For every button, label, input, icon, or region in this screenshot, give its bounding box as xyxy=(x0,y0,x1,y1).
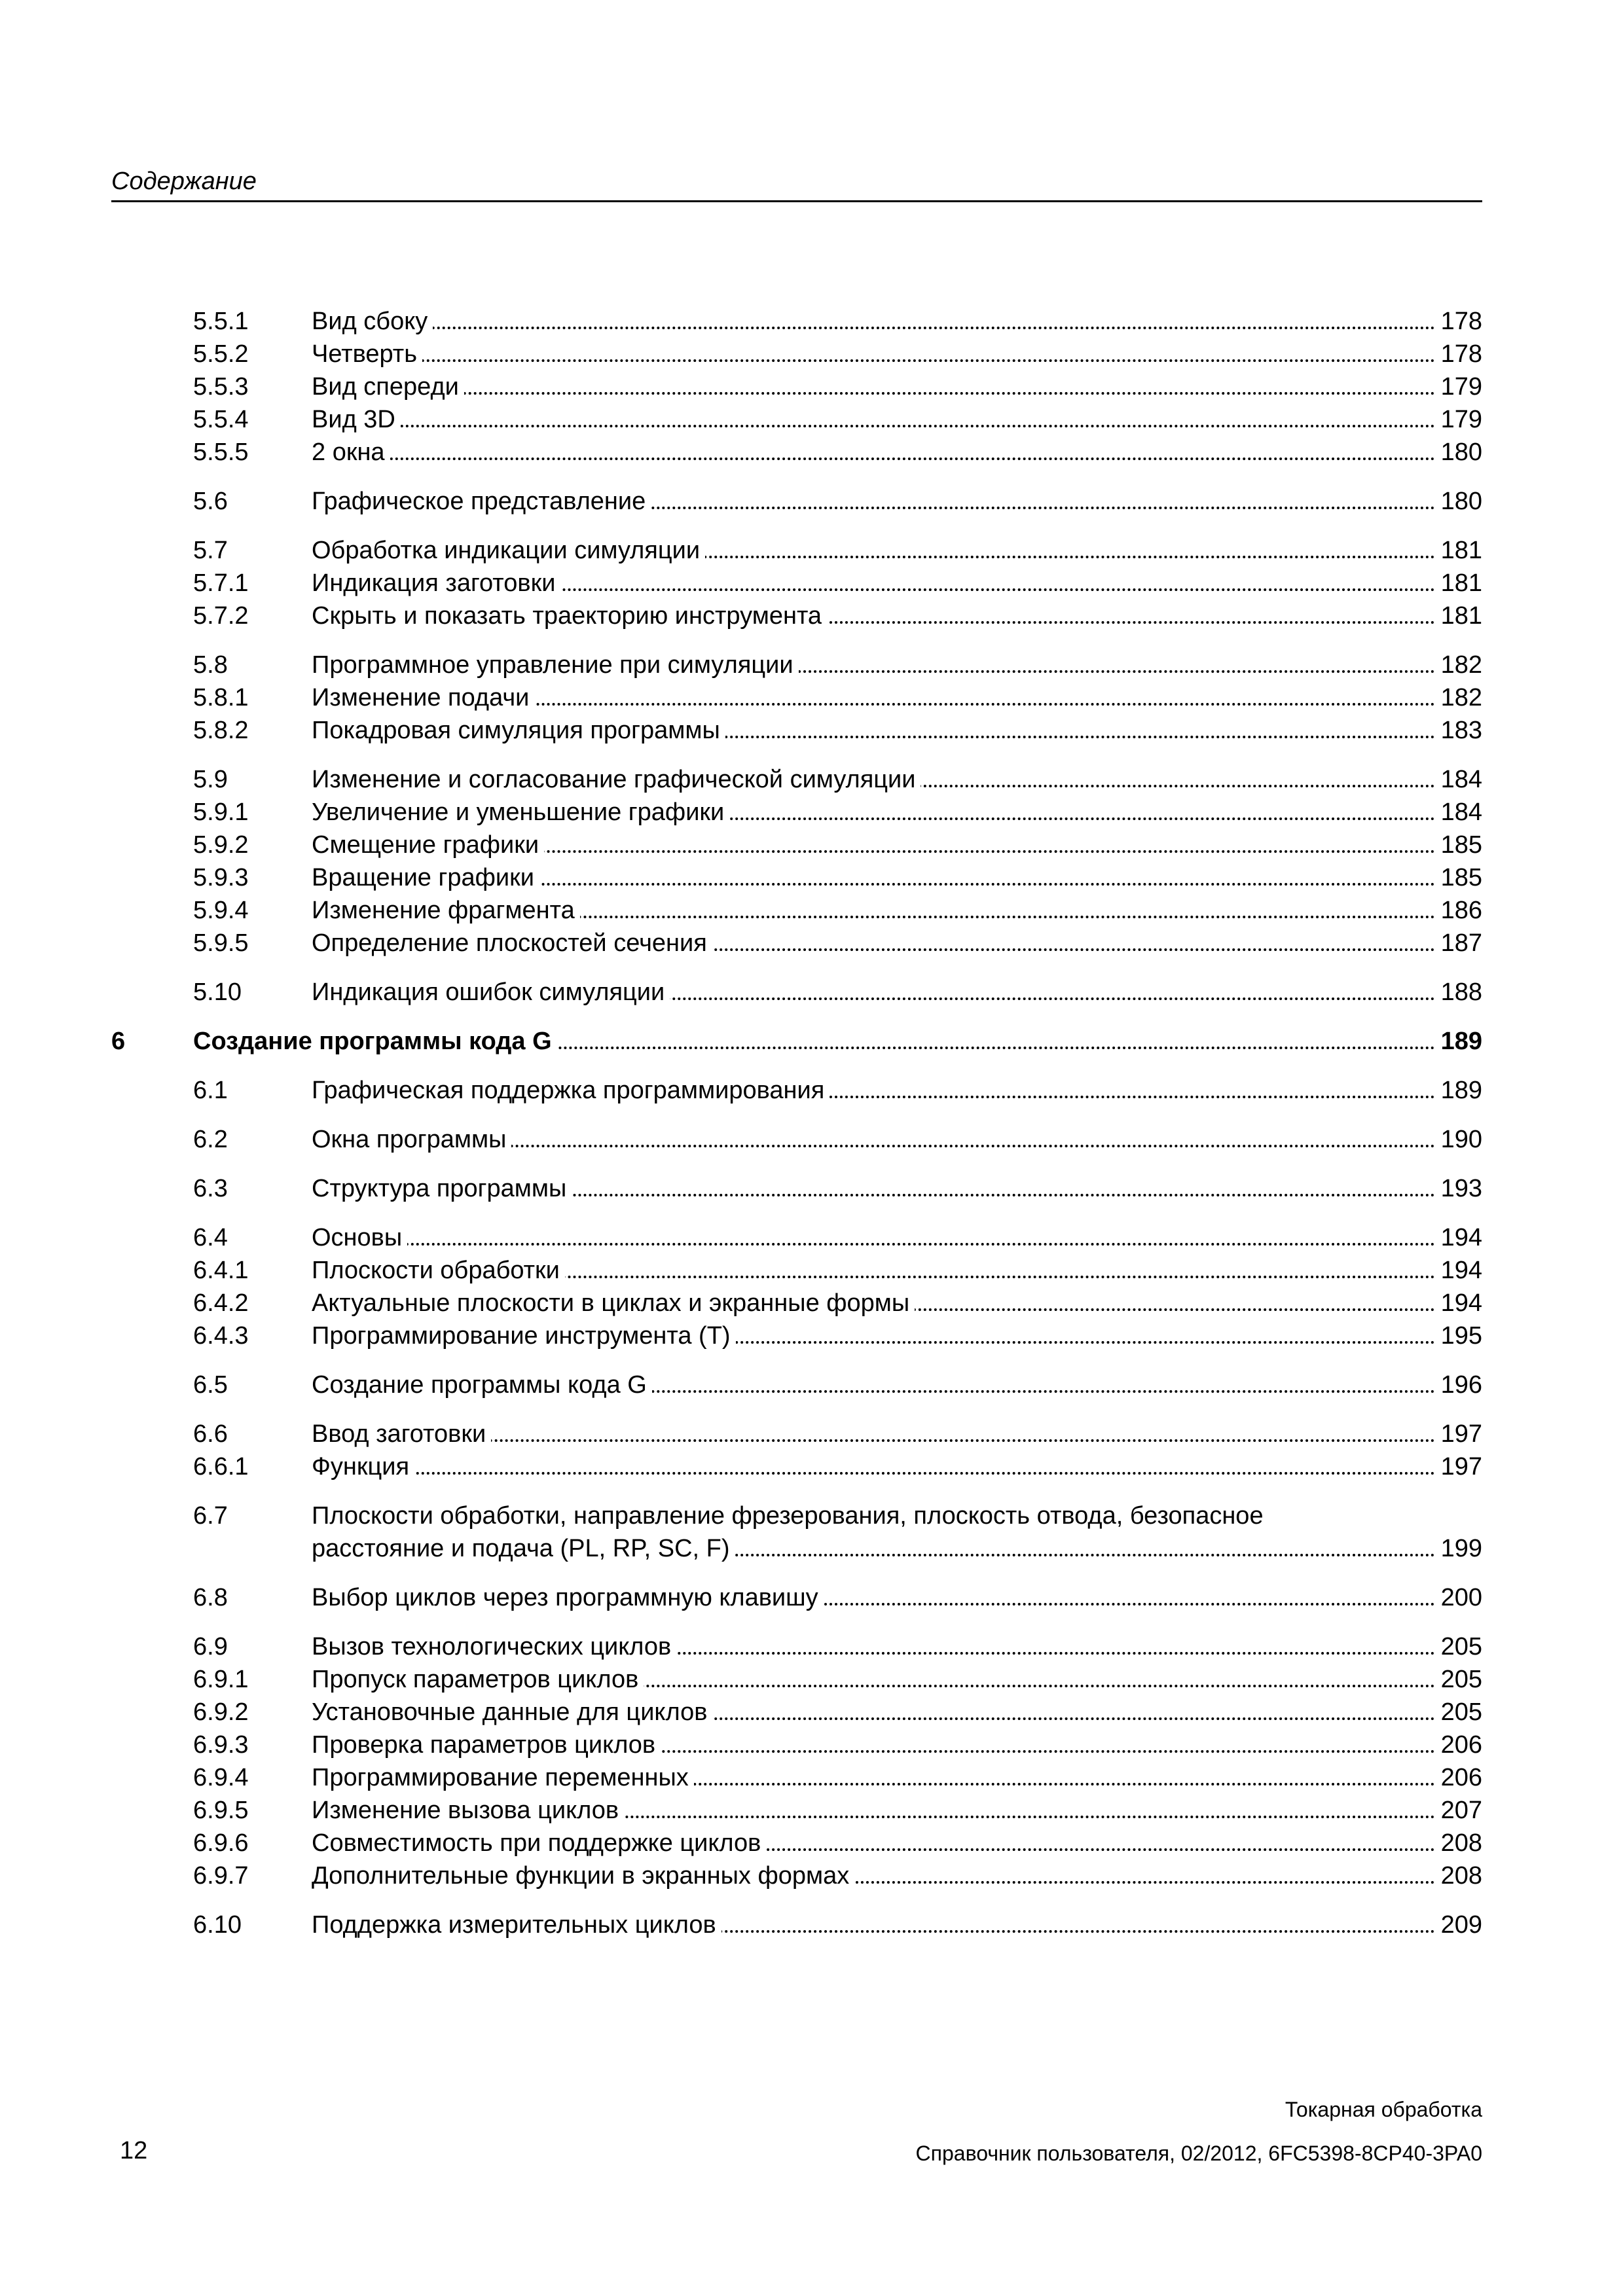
toc-entry-line xyxy=(312,485,1482,518)
toc-entry-page: 189 xyxy=(1434,1025,1482,1058)
toc-entry-title: Выбор циклов через программную клавишу xyxy=(312,1584,824,1611)
toc-entry-page: 186 xyxy=(1434,894,1482,927)
toc-entry-page: 194 xyxy=(1434,1221,1482,1254)
toc-entry xyxy=(111,1859,1482,1892)
toc-entry xyxy=(111,1254,1482,1287)
toc-group xyxy=(111,305,1482,469)
toc-entry-number: 5.9.4 xyxy=(193,897,249,924)
toc-entry-page: 179 xyxy=(1434,370,1482,403)
toc-entry-title: Графическое представление xyxy=(312,488,651,515)
toc-entry-line xyxy=(312,403,1482,436)
toc-entry-number: 5.5.3 xyxy=(193,373,249,401)
toc-entry-page: 205 xyxy=(1434,1663,1482,1696)
toc-entry-number: 6.1 xyxy=(193,1077,228,1104)
toc-entry-title: Дополнительные функции в экранных формах xyxy=(312,1862,854,1890)
toc-entry-title: Основы xyxy=(312,1224,407,1251)
toc-entry-title: Изменение и согласование графической симуляции xyxy=(312,766,921,793)
toc-entry-page: 184 xyxy=(1434,763,1482,796)
toc-entry-page: 180 xyxy=(1434,436,1482,469)
toc-entry-number: 5.9 xyxy=(193,766,228,793)
toc-entry-line xyxy=(312,1499,1482,1532)
toc-entry-page: 208 xyxy=(1434,1827,1482,1859)
toc-entry-page: 197 xyxy=(1434,1418,1482,1450)
toc-entry-number: 5.8.1 xyxy=(193,684,249,711)
toc-entry-title: Определение плоскостей сечения xyxy=(312,929,712,957)
toc-entry-title: Вызов технологических циклов xyxy=(312,1633,676,1660)
toc-entry-title: Индикация заготовки xyxy=(312,569,560,597)
toc-entry-number: 6.9 xyxy=(193,1633,228,1660)
toc-entry-line xyxy=(312,1859,1482,1892)
toc-entry-page: 209 xyxy=(1434,1909,1482,1941)
toc-entry-title: Вид 3D xyxy=(312,406,401,433)
toc-entry xyxy=(111,1909,1482,1941)
toc-dot-leader xyxy=(312,1472,1482,1475)
toc-entry-title: Программирование переменных xyxy=(312,1764,694,1791)
toc-entry-line xyxy=(312,1729,1482,1761)
toc-entry-number: 6.6 xyxy=(193,1420,228,1448)
toc-entry-page: 205 xyxy=(1434,1630,1482,1663)
toc-entry-title: Вращение графики xyxy=(312,864,539,891)
toc-entry-line xyxy=(312,1369,1482,1401)
toc-entry-page: 194 xyxy=(1434,1287,1482,1319)
toc-entry-number: 5.9.2 xyxy=(193,831,249,859)
toc-dot-leader xyxy=(312,392,1482,395)
toc-entry-page: 193 xyxy=(1434,1172,1482,1205)
toc-entry-line xyxy=(312,894,1482,927)
toc-group xyxy=(111,763,1482,960)
toc-entry-page: 185 xyxy=(1434,861,1482,894)
toc-group xyxy=(111,1123,1482,1156)
toc-entry-number: 5.9.3 xyxy=(193,864,249,891)
toc-entry-line xyxy=(312,796,1482,829)
footer-manual-info: Справочник пользователя, 02/2012, 6FC5398-8CP40-3PA0 xyxy=(915,2142,1482,2165)
toc-entry-number: 6 xyxy=(111,1028,126,1055)
toc-entry xyxy=(111,976,1482,1009)
toc-entry xyxy=(111,894,1482,927)
toc-entry-line xyxy=(312,1172,1482,1205)
toc-entry-number: 5.9.1 xyxy=(193,798,249,826)
toc-entry-number: 5.7.2 xyxy=(193,602,249,630)
toc-entry-title: Плоскости обработки xyxy=(312,1257,565,1284)
toc-entry-title: Окна программы xyxy=(312,1126,511,1153)
toc-entry-number: 5.5.1 xyxy=(193,308,249,335)
toc-entry-title: Программное управление при симуляции xyxy=(312,651,799,679)
toc-dot-leader xyxy=(312,1243,1482,1246)
toc-group xyxy=(111,485,1482,518)
toc-entry-title: Установочные данные для циклов xyxy=(312,1698,712,1726)
toc-entry-page: 187 xyxy=(1434,927,1482,960)
toc-entry-title: Ввод заготовки xyxy=(312,1420,491,1448)
running-header xyxy=(111,165,1482,198)
toc-entry-page: 178 xyxy=(1434,305,1482,338)
toc-dot-leader xyxy=(312,425,1482,427)
header-title: Содержание xyxy=(111,168,257,195)
toc-entry-page: 178 xyxy=(1434,338,1482,370)
toc-entry xyxy=(111,1319,1482,1352)
toc-entry-title: Четверть xyxy=(312,340,422,368)
toc-entry-page: 200 xyxy=(1434,1581,1482,1614)
toc-entry-page: 182 xyxy=(1434,681,1482,714)
toc-group xyxy=(111,1581,1482,1614)
toc-entry xyxy=(111,1581,1482,1614)
toc-entry xyxy=(111,338,1482,370)
toc-entry-page: 196 xyxy=(1434,1369,1482,1401)
toc-entry-title: Изменение вызова циклов xyxy=(312,1797,624,1824)
toc-entry-line xyxy=(312,1418,1482,1450)
toc-entry-line xyxy=(312,567,1482,600)
toc-entry xyxy=(111,403,1482,436)
toc-entry xyxy=(111,829,1482,861)
toc-entry-line xyxy=(312,436,1482,469)
toc-entry-page: 179 xyxy=(1434,403,1482,436)
toc-entry-number: 5.5.2 xyxy=(193,340,249,368)
toc-entry xyxy=(111,1827,1482,1859)
toc-entry xyxy=(111,649,1482,681)
toc-entry-line xyxy=(312,1254,1482,1287)
toc-entry-title: Вид спереди xyxy=(312,373,464,401)
toc-entry-number: 6.3 xyxy=(193,1175,228,1202)
toc-entry xyxy=(111,1221,1482,1254)
toc-entry xyxy=(111,763,1482,796)
toc-entry-number: 5.5.5 xyxy=(193,439,249,466)
footer-manual-title: Токарная обработка xyxy=(1285,2098,1482,2121)
toc-dot-leader xyxy=(312,327,1482,329)
toc-entry-line xyxy=(312,1630,1482,1663)
toc-entry-line xyxy=(312,714,1482,747)
toc-group xyxy=(111,1630,1482,1892)
toc-entry xyxy=(111,1450,1482,1483)
toc-entry-number: 5.5.4 xyxy=(193,406,249,433)
toc-dot-leader xyxy=(312,359,1482,362)
toc-entry-title: Скрыть и показать траекторию инструмента xyxy=(312,602,827,630)
toc-group xyxy=(111,1074,1482,1107)
toc-entry xyxy=(111,796,1482,829)
toc-entry-page: 206 xyxy=(1434,1761,1482,1794)
toc-entry-page: 190 xyxy=(1434,1123,1482,1156)
toc-entry xyxy=(111,600,1482,632)
toc-group xyxy=(111,1025,1482,1058)
toc-group xyxy=(111,1499,1482,1565)
toc-entry-page: 181 xyxy=(1434,534,1482,567)
toc-entry-title: Обработка индикации симуляции xyxy=(312,537,705,564)
toc-entry-number: 6.9.1 xyxy=(193,1666,249,1693)
toc-entry-line xyxy=(312,927,1482,960)
toc-entry xyxy=(111,485,1482,518)
toc-entry xyxy=(111,436,1482,469)
toc-entry-title: Изменение фрагмента xyxy=(312,897,580,924)
toc-entry-title: Плоскости обработки, направление фрезерования, плоскость отвода, безопасное xyxy=(312,1502,1269,1530)
toc-entry-number: 6.7 xyxy=(193,1502,228,1530)
toc-entry-line xyxy=(312,338,1482,370)
toc-entry-number: 5.6 xyxy=(193,488,228,515)
page-number: 12 xyxy=(120,2137,148,2164)
header-rule xyxy=(111,200,1482,202)
toc-entry-title: Программирование инструмента (T) xyxy=(312,1322,736,1350)
toc-entry-line xyxy=(312,1794,1482,1827)
toc-entry-title: Индикация ошибок симуляции xyxy=(312,978,670,1006)
toc-entry-title: Функция xyxy=(312,1453,414,1480)
toc-entry xyxy=(111,861,1482,894)
toc-entry-line xyxy=(312,1221,1482,1254)
toc-group xyxy=(111,1369,1482,1401)
toc-entry-line xyxy=(312,534,1482,567)
toc-entry-number: 6.9.4 xyxy=(193,1764,249,1791)
toc-group xyxy=(111,1418,1482,1483)
toc-entry-number: 6.8 xyxy=(193,1584,228,1611)
toc-entry-number: 5.10 xyxy=(193,978,242,1006)
toc-entry-page: 185 xyxy=(1434,829,1482,861)
toc-entry-title: Структура программы xyxy=(312,1175,572,1202)
toc-group xyxy=(111,976,1482,1009)
toc-entry xyxy=(111,567,1482,600)
toc-entry-page: 205 xyxy=(1434,1696,1482,1729)
toc-group xyxy=(111,1172,1482,1205)
toc-entry-title: 2 окна xyxy=(312,439,390,466)
toc-entry-number: 5.8 xyxy=(193,651,228,679)
toc-entry-line xyxy=(312,681,1482,714)
toc-entry-line xyxy=(312,1532,1482,1565)
toc-entry xyxy=(111,1074,1482,1107)
toc-entry xyxy=(111,305,1482,338)
table-of-contents xyxy=(111,305,1482,1958)
toc-entry-number: 6.9.6 xyxy=(193,1829,249,1857)
toc-entry-line xyxy=(312,829,1482,861)
toc-entry xyxy=(111,681,1482,714)
toc-entry xyxy=(111,927,1482,960)
toc-entry-title: Вид сбоку xyxy=(312,308,433,335)
toc-entry-page: 199 xyxy=(1434,1532,1482,1565)
toc-entry-line xyxy=(312,1761,1482,1794)
toc-entry-number: 6.4 xyxy=(193,1224,228,1251)
toc-entry-line xyxy=(312,763,1482,796)
toc-entry-number: 5.7 xyxy=(193,537,228,564)
toc-entry xyxy=(111,1172,1482,1205)
toc-entry-title: Проверка параметров циклов xyxy=(312,1731,661,1759)
toc-entry xyxy=(111,1369,1482,1401)
toc-entry-page: 207 xyxy=(1434,1794,1482,1827)
toc-entry-line xyxy=(312,1663,1482,1696)
toc-entry xyxy=(111,534,1482,567)
toc-entry-number: 6.4.2 xyxy=(193,1289,249,1317)
toc-entry-title: Изменение подачи xyxy=(312,684,534,711)
toc-entry xyxy=(111,370,1482,403)
toc-entry-page: 194 xyxy=(1434,1254,1482,1287)
toc-entry-number: 5.7.1 xyxy=(193,569,249,597)
toc-entry-title: Создание программы кода G xyxy=(312,1371,652,1399)
toc-entry-number: 6.10 xyxy=(193,1911,242,1939)
toc-entry xyxy=(111,1123,1482,1156)
toc-entry xyxy=(111,1761,1482,1794)
toc-entry-title: Смещение графики xyxy=(312,831,544,859)
toc-entry-page: 183 xyxy=(1434,714,1482,747)
toc-entry-title: Актуальные плоскости в циклах и экранные формы xyxy=(312,1289,915,1317)
toc-entry-line xyxy=(312,1909,1482,1941)
toc-entry xyxy=(111,1794,1482,1827)
toc-entry-title: Увеличение и уменьшение графики xyxy=(312,798,729,826)
toc-entry-page: 188 xyxy=(1434,976,1482,1009)
toc-entry xyxy=(111,1630,1482,1663)
toc-entry-title: Покадровая симуляция программы xyxy=(312,717,725,744)
toc-entry xyxy=(111,1025,1482,1058)
toc-entry-number: 6.9.5 xyxy=(193,1797,249,1824)
toc-entry-line xyxy=(312,861,1482,894)
toc-entry xyxy=(111,1663,1482,1696)
toc-group xyxy=(111,649,1482,747)
toc-entry-page: 208 xyxy=(1434,1859,1482,1892)
toc-entry xyxy=(111,714,1482,747)
toc-dot-leader xyxy=(312,457,1482,460)
toc-entry-line xyxy=(312,1696,1482,1729)
toc-entry-line xyxy=(312,1074,1482,1107)
toc-entry-number: 5.9.5 xyxy=(193,929,249,957)
toc-entry-line xyxy=(312,976,1482,1009)
toc-entry-line xyxy=(193,1025,1482,1058)
toc-entry-page: 206 xyxy=(1434,1729,1482,1761)
toc-entry-number: 6.4.1 xyxy=(193,1257,249,1284)
toc-entry-page: 197 xyxy=(1434,1450,1482,1483)
toc-entry-line xyxy=(312,1450,1482,1483)
toc-entry-title: Графическая поддержка программирования xyxy=(312,1077,830,1104)
toc-entry-page: 181 xyxy=(1434,600,1482,632)
toc-entry-title: Пропуск параметров циклов xyxy=(312,1666,644,1693)
toc-entry-number: 6.6.1 xyxy=(193,1453,249,1480)
toc-entry-line xyxy=(312,1123,1482,1156)
toc-entry-line xyxy=(312,1319,1482,1352)
toc-entry-line xyxy=(312,370,1482,403)
toc-entry xyxy=(111,1418,1482,1450)
toc-entry-page: 180 xyxy=(1434,485,1482,518)
toc-entry-line xyxy=(312,305,1482,338)
toc-entry-page: 182 xyxy=(1434,649,1482,681)
toc-entry-page: 189 xyxy=(1434,1074,1482,1107)
toc-entry-number: 6.5 xyxy=(193,1371,228,1399)
toc-entry-line xyxy=(312,600,1482,632)
toc-entry-number: 6.9.7 xyxy=(193,1862,249,1890)
toc-entry-number: 5.8.2 xyxy=(193,717,249,744)
toc-entry-title: Создание программы кода G xyxy=(193,1028,557,1055)
toc-entry-number: 6.4.3 xyxy=(193,1322,249,1350)
toc-entry-page: 181 xyxy=(1434,567,1482,600)
toc-entry-line xyxy=(312,1581,1482,1614)
toc-entry-title: Совместимость при поддержке циклов xyxy=(312,1829,766,1857)
toc-entry-number: 6.9.2 xyxy=(193,1698,249,1726)
toc-entry xyxy=(111,1729,1482,1761)
toc-entry-title-continued: расстояние и подача (PL, RP, SC, F) xyxy=(312,1535,735,1562)
toc-entry xyxy=(111,1287,1482,1319)
toc-group xyxy=(111,1221,1482,1352)
toc-entry-number: 6.2 xyxy=(193,1126,228,1153)
toc-entry-line xyxy=(312,649,1482,681)
toc-entry xyxy=(111,1696,1482,1729)
toc-group xyxy=(111,1909,1482,1941)
toc-entry-line xyxy=(312,1287,1482,1319)
toc-entry xyxy=(111,1499,1482,1565)
toc-entry-number: 6.9.3 xyxy=(193,1731,249,1759)
toc-entry-title: Поддержка измерительных циклов xyxy=(312,1911,721,1939)
toc-group xyxy=(111,534,1482,632)
toc-entry-page: 195 xyxy=(1434,1319,1482,1352)
toc-entry-line xyxy=(312,1827,1482,1859)
toc-entry-page: 184 xyxy=(1434,796,1482,829)
